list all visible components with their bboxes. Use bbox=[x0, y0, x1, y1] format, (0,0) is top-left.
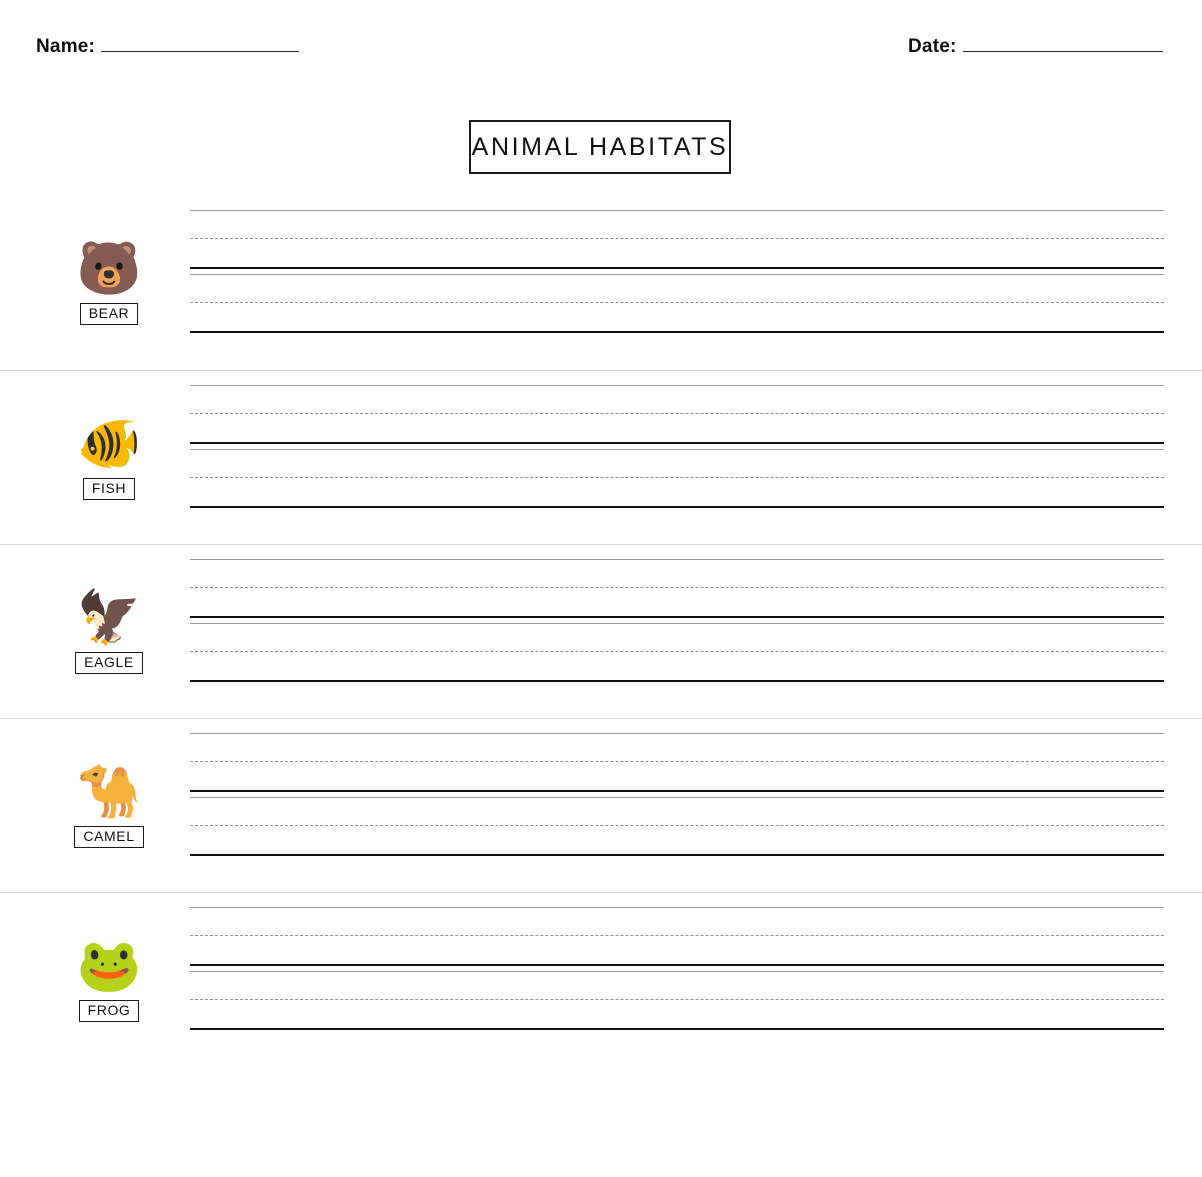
line-dashed-mid bbox=[190, 587, 1164, 588]
page-title bbox=[469, 120, 731, 174]
line-top bbox=[190, 559, 1164, 560]
writing-lineset[interactable] bbox=[190, 797, 1164, 857]
writing-lines[interactable] bbox=[190, 733, 1164, 873]
line-dashed-mid bbox=[190, 999, 1164, 1000]
camel-icon: 🐪 bbox=[76, 762, 142, 821]
line-baseline bbox=[190, 854, 1164, 856]
line-top bbox=[190, 385, 1164, 386]
row-prompt bbox=[44, 196, 174, 370]
row-prompt bbox=[44, 893, 174, 1067]
line-top bbox=[190, 907, 1164, 908]
line-top bbox=[190, 623, 1164, 624]
line-top bbox=[190, 971, 1164, 972]
line-baseline bbox=[190, 506, 1164, 508]
line-dashed-mid bbox=[190, 302, 1164, 303]
word-label: BEAR bbox=[80, 303, 139, 325]
line-top bbox=[190, 797, 1164, 798]
writing-lines[interactable] bbox=[190, 385, 1164, 525]
line-dashed-mid bbox=[190, 477, 1164, 478]
line-dashed-mid bbox=[190, 935, 1164, 936]
line-baseline bbox=[190, 442, 1164, 444]
word-label: FROG bbox=[79, 1000, 140, 1022]
writing-lineset[interactable] bbox=[190, 907, 1164, 967]
eagle-icon: 🦅 bbox=[76, 588, 142, 647]
line-dashed-mid bbox=[190, 413, 1164, 414]
line-dashed-mid bbox=[190, 825, 1164, 826]
line-baseline bbox=[190, 616, 1164, 618]
worksheet-rows bbox=[0, 196, 1202, 1066]
line-baseline bbox=[190, 964, 1164, 966]
line-baseline bbox=[190, 680, 1164, 682]
writing-lineset[interactable] bbox=[190, 449, 1164, 509]
writing-lineset[interactable] bbox=[190, 274, 1164, 334]
writing-lines[interactable] bbox=[190, 907, 1164, 1047]
worksheet-row bbox=[0, 892, 1202, 1066]
row-prompt bbox=[44, 371, 174, 545]
writing-lines[interactable] bbox=[190, 559, 1164, 699]
row-prompt bbox=[44, 545, 174, 719]
line-baseline bbox=[190, 331, 1164, 333]
worksheet-row bbox=[0, 196, 1202, 370]
line-top bbox=[190, 449, 1164, 450]
worksheet-header bbox=[0, 36, 1202, 66]
worksheet-row bbox=[0, 370, 1202, 544]
page-title-text: ANIMAL HABITATS bbox=[471, 132, 729, 161]
writing-lineset[interactable] bbox=[190, 559, 1164, 619]
line-dashed-mid bbox=[190, 238, 1164, 239]
name-label: Name: bbox=[36, 36, 96, 57]
word-label: FISH bbox=[83, 478, 135, 500]
name-write-rule[interactable] bbox=[101, 51, 299, 52]
bear-face-icon: 🐻 bbox=[76, 239, 142, 298]
writing-lineset[interactable] bbox=[190, 210, 1164, 270]
line-top bbox=[190, 274, 1164, 275]
row-prompt bbox=[44, 719, 174, 893]
writing-lineset[interactable] bbox=[190, 733, 1164, 793]
line-baseline bbox=[190, 1028, 1164, 1030]
writing-lineset[interactable] bbox=[190, 385, 1164, 445]
date-label: Date: bbox=[908, 36, 957, 57]
worksheet-row bbox=[0, 544, 1202, 718]
line-dashed-mid bbox=[190, 651, 1164, 652]
date-write-rule[interactable] bbox=[963, 51, 1163, 52]
word-label: CAMEL bbox=[74, 826, 143, 848]
writing-lines[interactable] bbox=[190, 210, 1164, 350]
writing-lineset[interactable] bbox=[190, 623, 1164, 683]
frog-face-icon: 🐸 bbox=[76, 936, 142, 995]
date-field bbox=[908, 36, 1163, 58]
tropical-fish-icon: 🐠 bbox=[76, 414, 142, 473]
line-dashed-mid bbox=[190, 761, 1164, 762]
name-field bbox=[36, 36, 299, 58]
line-baseline bbox=[190, 267, 1164, 269]
worksheet-row bbox=[0, 718, 1202, 892]
line-top bbox=[190, 210, 1164, 211]
line-top bbox=[190, 733, 1164, 734]
word-label: EAGLE bbox=[75, 652, 143, 674]
writing-lineset[interactable] bbox=[190, 971, 1164, 1031]
line-baseline bbox=[190, 790, 1164, 792]
